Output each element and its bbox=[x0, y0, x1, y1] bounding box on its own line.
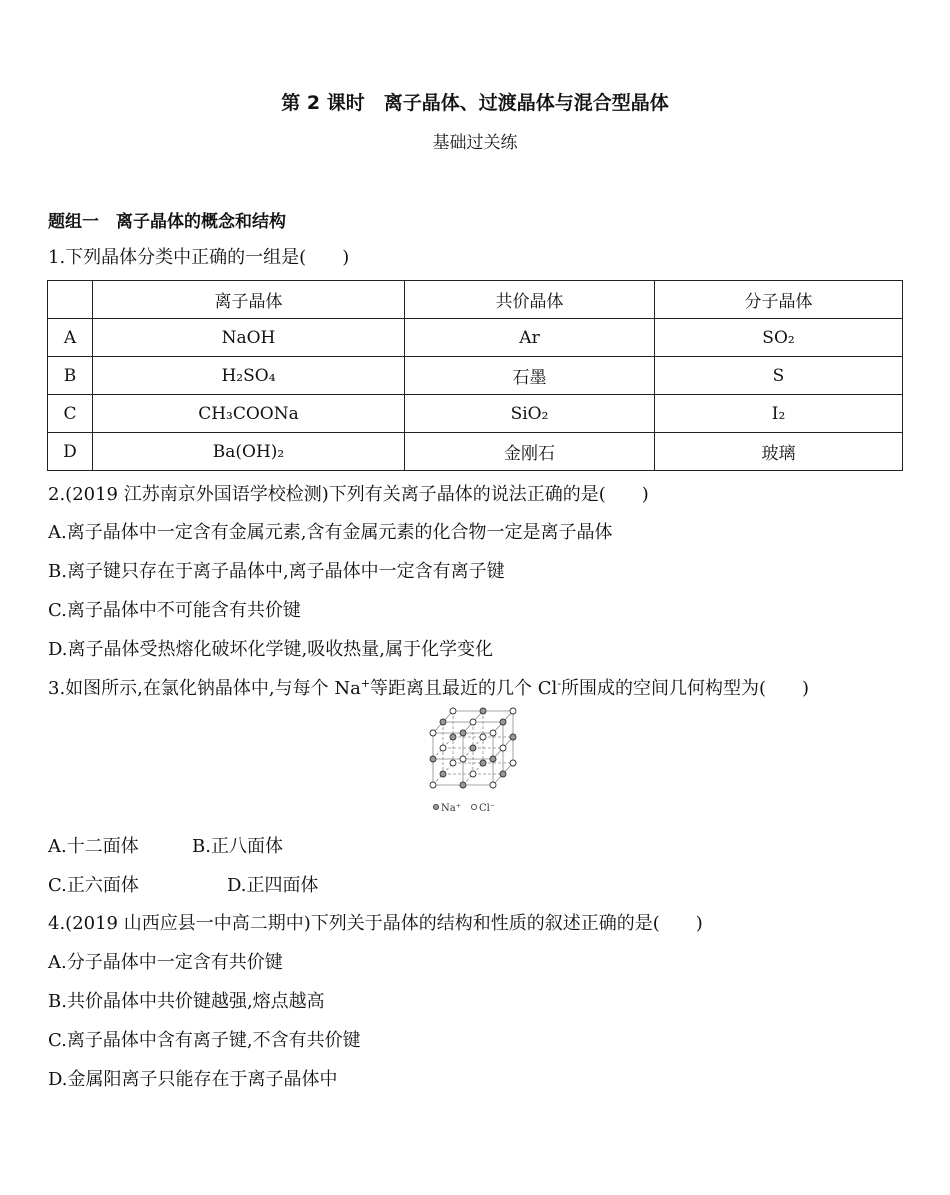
question-4-option-c: C.离子晶体中含有离子键,不含有共价键 bbox=[48, 1030, 361, 1051]
lattice-ions bbox=[430, 708, 516, 788]
chloride-ion-charge: - bbox=[557, 677, 562, 690]
question-group-heading: 题组一 离子晶体的概念和结构 bbox=[48, 212, 286, 232]
figure-legend bbox=[433, 803, 495, 814]
table-cell: Ba(OH)₂ bbox=[93, 433, 405, 471]
question-3-stem-part: 所围成的空间几何构型为( ) bbox=[561, 678, 810, 699]
table-header-row bbox=[48, 281, 903, 319]
sodium-ion-charge: + bbox=[360, 677, 371, 690]
question-3-option-d: D.正四面体 bbox=[227, 875, 319, 896]
table-header-cell: 离子晶体 bbox=[93, 281, 405, 319]
table-row bbox=[48, 319, 903, 357]
question-3-stem bbox=[48, 674, 809, 700]
table-cell: H₂SO₄ bbox=[93, 357, 405, 395]
question-3-stem-part: 3.如图所示,在氯化钠晶体中,与每个 Na bbox=[48, 678, 361, 699]
table-cell: SiO₂ bbox=[405, 395, 655, 433]
table-cell: SO₂ bbox=[655, 319, 903, 357]
table-cell: 金刚石 bbox=[405, 433, 655, 471]
table-cell: Ar bbox=[405, 319, 655, 357]
section-subtitle: 基础过关练 bbox=[432, 133, 518, 153]
question-3-option-a: A.十二面体 bbox=[48, 836, 139, 857]
table-cell: S bbox=[655, 357, 903, 395]
table-cell: CH₃COONa bbox=[93, 395, 405, 433]
question-2-option-b: B.离子键只存在于离子晶体中,离子晶体中一定含有离子键 bbox=[48, 561, 505, 582]
table-header-cell bbox=[48, 281, 93, 319]
table-cell: NaOH bbox=[93, 319, 405, 357]
table-row bbox=[48, 357, 903, 395]
table-row-label: C bbox=[48, 395, 93, 433]
table-row bbox=[48, 433, 903, 471]
table-row-label: D bbox=[48, 433, 93, 471]
nacl-crystal-lattice-figure bbox=[425, 703, 525, 818]
question-2-option-d: D.离子晶体受热熔化破坏化学键,吸收热量,属于化学变化 bbox=[48, 639, 493, 660]
table-cell: I₂ bbox=[655, 395, 903, 433]
table-cell: 玻璃 bbox=[655, 433, 903, 471]
table-header-cell: 分子晶体 bbox=[655, 281, 903, 319]
question-3-option-b: B.正八面体 bbox=[192, 836, 283, 857]
chloride-ion-legend-marker bbox=[471, 804, 476, 809]
question-4-option-d: D.金属阳离子只能存在于离子晶体中 bbox=[48, 1069, 338, 1090]
table-row bbox=[48, 395, 903, 433]
table-header-cell: 共价晶体 bbox=[405, 281, 655, 319]
sodium-ion-legend-marker bbox=[433, 804, 438, 809]
question-3-option-c: C.正六面体 bbox=[48, 875, 139, 896]
question-2-option-c: C.离子晶体中不可能含有共价键 bbox=[48, 600, 301, 621]
question-2-stem: 2.(2019 江苏南京外国语学校检测)下列有关离子晶体的说法正确的是( ) bbox=[48, 484, 649, 505]
question-2-option-a: A.离子晶体中一定含有金属元素,含有金属元素的化合物一定是离子晶体 bbox=[48, 522, 613, 543]
lesson-title: 第 2 课时 离子晶体、过渡晶体与混合型晶体 bbox=[281, 92, 669, 114]
question-4-stem: 4.(2019 山西应县一中高二期中)下列关于晶体的结构和性质的叙述正确的是( ) bbox=[48, 913, 703, 934]
sodium-ion-legend-label: Na⁺ bbox=[441, 803, 461, 814]
question-4-option-a: A.分子晶体中一定含有共价键 bbox=[48, 952, 283, 973]
table-row-label: B bbox=[48, 357, 93, 395]
question-1-stem: 1.下列晶体分类中正确的一组是( ) bbox=[48, 247, 350, 268]
question-4-option-b: B.共价晶体中共价键越强,熔点越高 bbox=[48, 991, 325, 1012]
chloride-ion-legend-label: Cl⁻ bbox=[479, 803, 496, 814]
table-cell: 石墨 bbox=[405, 357, 655, 395]
table-row-label: A bbox=[48, 319, 93, 357]
question-3-stem-part: 等距离且最近的几个 Cl bbox=[370, 678, 558, 699]
crystal-classification-table bbox=[47, 280, 903, 471]
